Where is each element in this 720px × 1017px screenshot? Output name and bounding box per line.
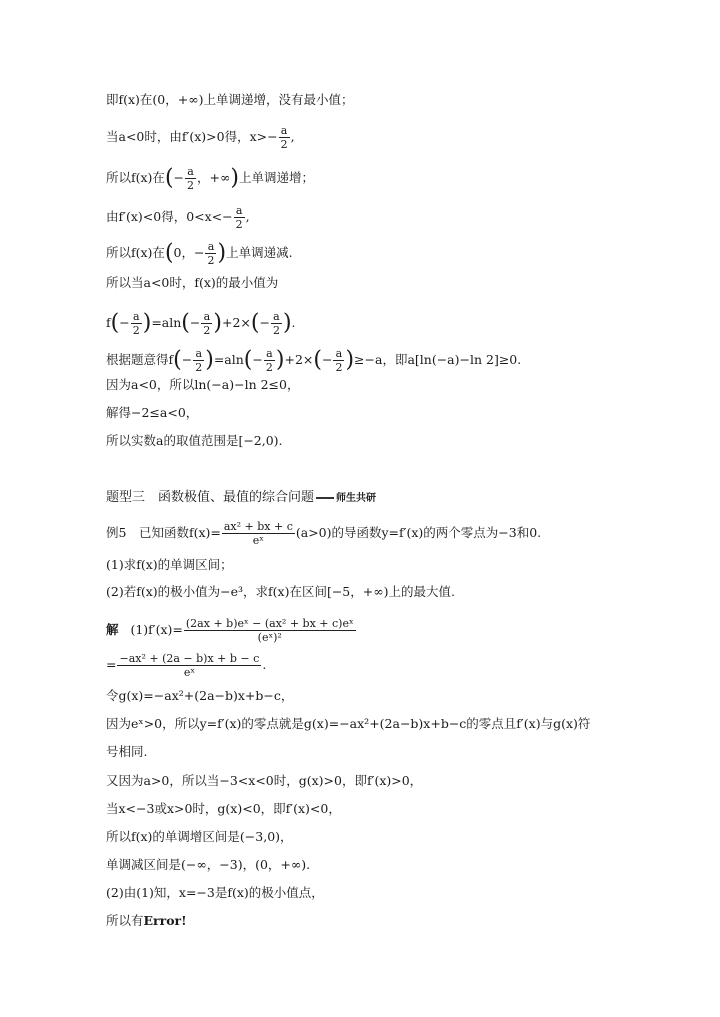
- fraction-numerator: a: [333, 347, 344, 361]
- line-text: 即f(x)在(0，+∞)上单调递增，没有最小值；: [106, 92, 354, 107]
- fraction-numerator: a: [205, 240, 216, 254]
- text-line: [106, 829, 293, 845]
- fraction: [205, 240, 216, 267]
- fraction-numerator: a: [193, 347, 204, 361]
- line-text: 上单调递增；: [239, 170, 315, 185]
- line-text: −: [252, 352, 263, 367]
- fraction: [201, 310, 212, 337]
- fraction: [185, 165, 196, 192]
- line-text: ≥−a，即a[ln(−a)−ln 2]≥0.: [354, 352, 522, 367]
- fraction-denominator: 2: [195, 361, 203, 374]
- text-line: [106, 652, 266, 679]
- fraction-denominator: eˣ: [252, 534, 264, 547]
- fraction-numerator: a: [264, 347, 275, 361]
- line-text: 根据题意得f: [106, 352, 174, 367]
- line-text: f: [106, 315, 111, 330]
- text-line: [106, 377, 299, 393]
- fraction: [222, 520, 295, 547]
- fraction: [333, 347, 344, 374]
- line-text: 因为eˣ>0，所以y=f′(x)的零点就是g(x)=−ax²+(2a−b)x+b−c的零点且f′(x)与g(x)符: [106, 716, 591, 731]
- text-line: [106, 240, 293, 267]
- text-line: [106, 433, 283, 449]
- fraction-numerator: a: [279, 124, 290, 138]
- line-text: =aln: [151, 315, 182, 330]
- line-text: 令g(x)=−ax²+(2a−b)x+b−c，: [106, 688, 294, 703]
- line-text: ，+∞: [197, 170, 231, 185]
- fraction: [193, 347, 204, 374]
- fraction-numerator: a: [201, 310, 212, 324]
- right-paren: ): [213, 310, 222, 336]
- line-text: 所以有: [106, 913, 144, 928]
- fraction: [131, 310, 142, 337]
- fraction: [279, 124, 290, 151]
- text-line: [106, 520, 541, 547]
- text-line: [106, 885, 324, 901]
- line-text: .: [262, 657, 267, 672]
- left-paren: (: [250, 310, 260, 336]
- fraction-denominator: 2: [265, 361, 273, 374]
- text-line: [106, 557, 233, 573]
- line-text: −: [181, 352, 193, 367]
- fraction-denominator: 2: [203, 324, 211, 337]
- text-line: [106, 165, 314, 192]
- line-text: 解得−2≤a<0，: [106, 405, 199, 420]
- line-text: 所以实数a的取值范围是[−2,0).: [106, 433, 283, 448]
- line-text: −: [173, 170, 185, 185]
- tag-arrow-icon: [316, 497, 334, 499]
- line-text: 所以f(x)在: [106, 245, 165, 260]
- fraction-denominator: 2: [335, 361, 343, 374]
- text-line: [106, 617, 357, 644]
- fraction: [271, 310, 282, 337]
- text-line: [106, 857, 310, 873]
- line-text: −: [259, 315, 270, 330]
- line-text: (2)若f(x)的极小值为−e³，求f(x)在区间[−5，+∞)上的最大值.: [106, 584, 455, 599]
- right-paren: ): [282, 310, 292, 336]
- line-text: 又因为a>0，所以当−3<x<0时，g(x)>0，即f′(x)>0，: [106, 773, 423, 788]
- line-text: −: [189, 315, 201, 330]
- line-text: 因为a<0，所以ln(−a)−ln 2≤0，: [106, 377, 300, 392]
- fraction-denominator: 2: [272, 324, 280, 337]
- error-text: Error!: [143, 913, 187, 928]
- text-line: [106, 773, 422, 789]
- tag-label: 师生共研: [336, 493, 377, 504]
- text-line: [106, 584, 455, 600]
- line-text: −: [119, 315, 130, 330]
- text-line: [106, 405, 198, 421]
- line-text: =: [106, 657, 117, 672]
- line-text: +2×: [221, 315, 251, 330]
- fraction: [117, 652, 261, 679]
- fraction-denominator: 2: [207, 254, 215, 267]
- fraction-numerator: −ax² + (2a − b)x + b − c: [119, 652, 260, 665]
- fraction-numerator: a: [271, 310, 282, 324]
- line-text: 当x<−3或x>0时，g(x)<0，即f′(x)<0，: [106, 801, 341, 816]
- line-text: (1)f′(x)=: [130, 622, 183, 637]
- fraction: [264, 347, 275, 374]
- line-text: 0，−: [173, 245, 205, 260]
- fraction-numerator: a: [234, 204, 245, 218]
- fraction-denominator: 2: [235, 218, 243, 231]
- line-text: 由f′(x)<0得，0<x<−: [106, 209, 233, 224]
- line-text: +2×: [284, 352, 314, 367]
- line-text: 例5 已知函数f(x)=: [106, 525, 221, 540]
- text-line: [106, 801, 341, 817]
- left-paren: (: [110, 310, 120, 336]
- left-paren: (: [164, 165, 174, 191]
- line-text: 所以当a<0时，f(x)的最小值为: [106, 275, 279, 290]
- right-paren: ): [217, 240, 227, 266]
- line-text: 上单调递减.: [226, 245, 293, 260]
- line-text: 单调减区间是(−∞，−3)，(0，+∞).: [106, 857, 311, 872]
- text-line: [106, 275, 278, 291]
- left-paren: (: [313, 347, 322, 373]
- line-text: (1)求f(x)的单调区间；: [106, 557, 233, 572]
- text-line: 由f′(x)<0得，0<x<− $\frac{a}{2}$ ,: [106, 204, 250, 231]
- fraction-numerator: a: [131, 310, 142, 324]
- line-text: 所以f(x)在: [106, 170, 165, 185]
- fraction: [184, 617, 356, 644]
- line-text: 号相同.: [106, 744, 148, 759]
- text-line: [106, 913, 187, 929]
- left-paren: (: [164, 240, 174, 266]
- fraction-denominator: 2: [132, 324, 140, 337]
- text-line: [106, 347, 521, 374]
- section-tag: [316, 491, 376, 507]
- line-text: 当a<0时，由f′(x)>0得，x>−: [106, 129, 278, 144]
- left-paren: (: [243, 347, 253, 373]
- right-paren: ): [205, 347, 214, 373]
- solution-label: 解: [106, 622, 119, 637]
- left-paren: (: [173, 347, 182, 373]
- text-line: [106, 716, 590, 732]
- right-paren: ): [275, 347, 285, 373]
- fraction: [234, 204, 245, 231]
- line-text: 所以f(x)的单调增区间是(−3,0)，: [106, 829, 293, 844]
- line-text: .: [291, 315, 296, 330]
- text-line: [106, 688, 293, 704]
- section-title: 题型三 函数极值、最值的综合问题: [106, 490, 315, 505]
- right-paren: ): [142, 310, 152, 336]
- line-text: −: [321, 352, 333, 367]
- fraction-numerator: ax² + bx + c: [223, 520, 293, 533]
- line-text: (2)由(1)知，x=−3是f(x)的极小值点，: [106, 885, 324, 900]
- left-paren: (: [181, 310, 190, 336]
- text-line: [106, 744, 147, 760]
- fraction-numerator: (2ax + b)eˣ − (ax² + bx + c)eˣ: [185, 617, 354, 630]
- right-paren: ): [345, 347, 355, 373]
- section-heading: [106, 490, 376, 507]
- fraction-denominator: 2: [187, 179, 195, 192]
- text-line: [106, 92, 354, 108]
- fraction-numerator: a: [185, 165, 196, 179]
- fraction-denominator: (eˣ)²: [257, 631, 282, 644]
- fraction-denominator: eˣ: [183, 666, 195, 679]
- text-line: [106, 310, 296, 337]
- text-line: 当a<0时，由f′(x)>0得，x>− $\frac{a}{2}$ ,: [106, 124, 295, 151]
- line-text: =aln: [213, 352, 244, 367]
- fraction-denominator: 2: [280, 138, 288, 151]
- line-text: (a>0)的导函数y=f′(x)的两个零点为−3和0.: [295, 525, 542, 540]
- right-paren: ): [230, 165, 239, 191]
